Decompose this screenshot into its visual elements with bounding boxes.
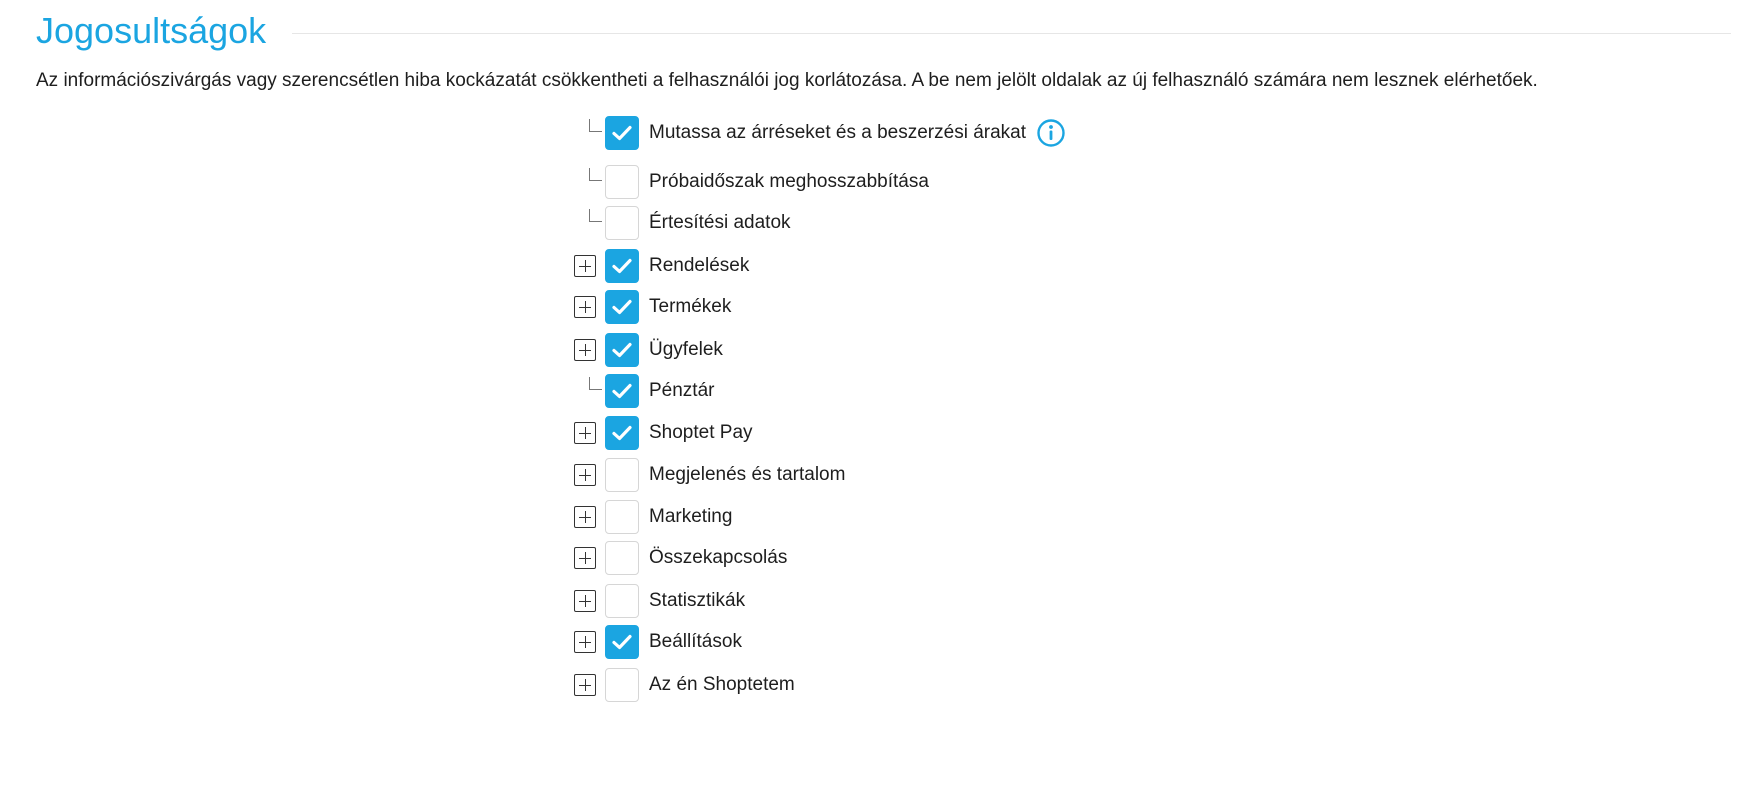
permission-row-marketing — [574, 499, 732, 535]
checkbox-notification-data[interactable] — [605, 206, 639, 240]
tree-connector — [574, 164, 605, 200]
tree-connector — [574, 115, 605, 151]
checkmark-icon — [612, 299, 632, 315]
permission-label: Rendelések — [649, 255, 750, 276]
checkbox-statistics[interactable] — [605, 584, 639, 618]
checkmark-icon — [612, 258, 632, 274]
checkmark-icon — [612, 125, 632, 141]
checkmark-icon — [612, 634, 632, 650]
permission-label: Az én Shoptetem — [649, 674, 795, 695]
permission-label: Megjelenés és tartalom — [649, 464, 846, 485]
page-title: Jogosultságok — [36, 10, 267, 51]
permission-label: Próbaidőszak meghosszabbítása — [649, 171, 929, 192]
expand-plus-icon[interactable] — [574, 464, 596, 486]
checkbox-orders[interactable] — [605, 249, 639, 283]
permission-row-trial — [574, 164, 929, 200]
permission-row-notifications — [574, 205, 791, 241]
permission-row-settings — [574, 624, 742, 660]
permission-row-integrations — [574, 540, 787, 576]
permission-label: Pénztár — [649, 380, 715, 401]
expand-plus-icon[interactable] — [574, 339, 596, 361]
expand-plus-icon[interactable] — [574, 631, 596, 653]
permission-row-cashier — [574, 373, 714, 409]
permission-label: Értesítési adatok — [649, 212, 791, 233]
expand-plus-icon[interactable] — [574, 296, 596, 318]
permission-row-margins — [574, 115, 1066, 151]
checkbox-appearance-content[interactable] — [605, 458, 639, 492]
checkbox-products[interactable] — [605, 290, 639, 324]
expand-plus-icon[interactable] — [574, 506, 596, 528]
permission-label: Mutassa az árréseket és a beszerzési árakat — [649, 122, 1027, 143]
expand-plus-icon[interactable] — [574, 547, 596, 569]
permission-row-customers — [574, 332, 723, 368]
permission-label: Ügyfelek — [649, 339, 723, 360]
permission-row-shoptet-pay — [574, 415, 753, 451]
permission-row-orders — [574, 248, 749, 284]
checkbox-customers[interactable] — [605, 333, 639, 367]
permission-row-products — [574, 289, 731, 325]
checkbox-shoptet-pay[interactable] — [605, 416, 639, 450]
checkbox-integrations[interactable] — [605, 541, 639, 575]
info-icon[interactable] — [1036, 118, 1066, 148]
checkmark-icon — [612, 383, 632, 399]
checkbox-trial-extension[interactable] — [605, 165, 639, 199]
checkbox-my-shoptet[interactable] — [605, 668, 639, 702]
permission-row-appearance — [574, 457, 845, 493]
permission-label: Termékek — [649, 296, 732, 317]
checkbox-marketing[interactable] — [605, 500, 639, 534]
expand-plus-icon[interactable] — [574, 674, 596, 696]
permission-label: Marketing — [649, 506, 733, 527]
checkbox-cashier[interactable] — [605, 374, 639, 408]
permission-label: Statisztikák — [649, 590, 746, 611]
title-divider — [292, 33, 1731, 34]
expand-plus-icon[interactable] — [574, 422, 596, 444]
checkbox-show-margins[interactable] — [605, 116, 639, 150]
permission-label: Összekapcsolás — [649, 547, 788, 568]
permission-label: Beállítások — [649, 631, 742, 652]
section-header — [36, 6, 1731, 56]
permission-row-statistics — [574, 583, 745, 619]
checkmark-icon — [612, 425, 632, 441]
checkbox-settings[interactable] — [605, 625, 639, 659]
section-description: Az információszivárgás vagy szerencsétlen hiba kockázatát csökkentheti a felhasználói jog korlátozása. A be nem jelölt oldalak az új felhasználó számára nem lesznek elérhetőek. — [36, 70, 1538, 91]
tree-connector — [574, 373, 605, 409]
checkmark-icon — [612, 342, 632, 358]
permission-row-my-shoptet — [574, 667, 795, 703]
permission-label: Shoptet Pay — [649, 422, 753, 443]
expand-plus-icon[interactable] — [574, 590, 596, 612]
expand-plus-icon[interactable] — [574, 255, 596, 277]
tree-connector — [574, 205, 605, 241]
